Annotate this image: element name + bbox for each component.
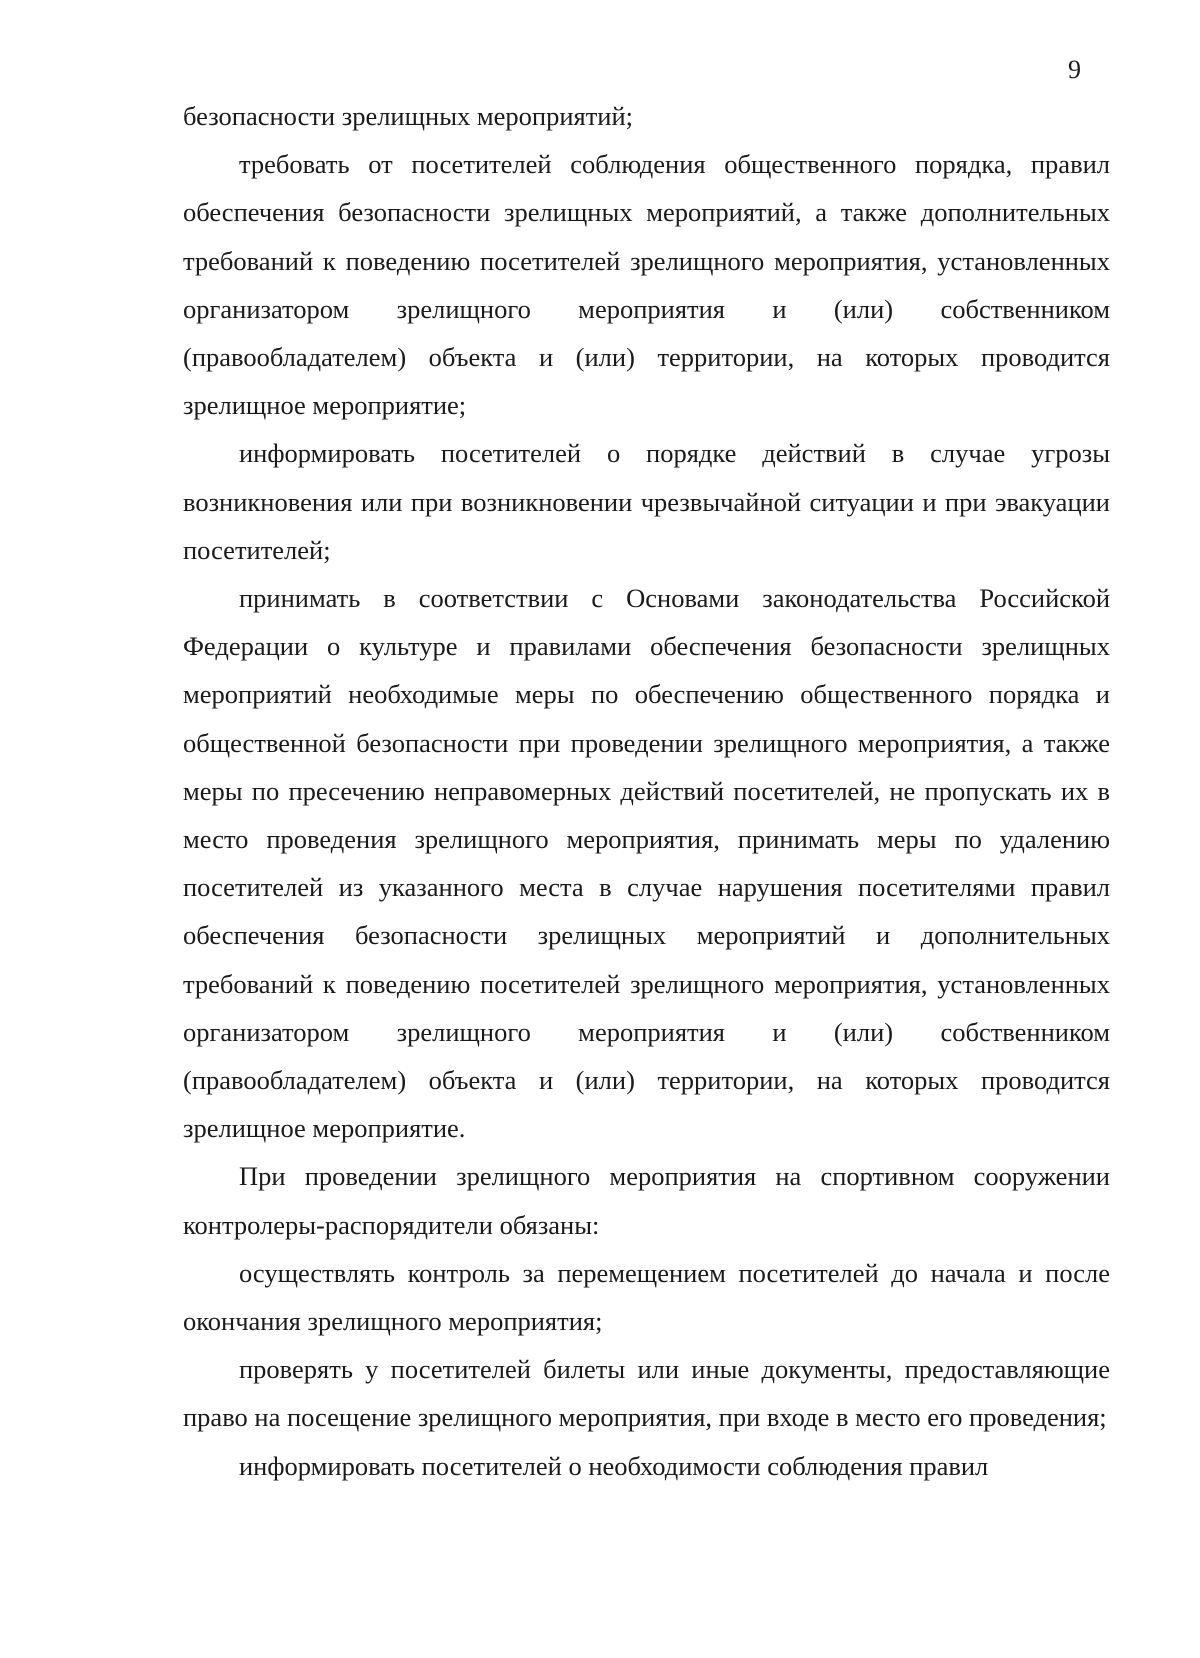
paragraph: При проведении зрелищного мероприятия на спортивном сооружении контролеры-распорядители обязаны: [183, 1161, 1110, 1240]
paragraph: осуществлять контроль за перемещением посетителей до начала и после окончания зрелищного мероприятия; [183, 1257, 1110, 1337]
paragraph: информировать посетителей о необходимости соблюдения правил [239, 1450, 989, 1481]
paragraph: безопасности зрелищных мероприятий; [183, 101, 634, 131]
paragraph: проверять у посетителей билеты или иные документы, предоставляющие право на посещение зрелищного мероприятия, при входе в место его проведения; [183, 1354, 1110, 1433]
paragraph: требовать от посетителей соблюдения общественного порядка, правил обеспечения безопасности зрелищных мероприятий, а также дополнительных требований к поведению посетителей зрелищного мероприятия, установленных организатором зрелищного мероприятия и (или) собственником (правообладателем) объекта и (или) территории, на которых проводится зрелищное мероприятие; [183, 149, 1110, 421]
document-body [183, 92, 1110, 1490]
page-number: 9 [1068, 55, 1081, 84]
paragraph: информировать посетителей о порядке действий в случае угрозы возникновения или при возникновении чрезвычайной ситуации и при эвакуации посетителей; [183, 438, 1110, 565]
paragraph: принимать в соответствии с Основами законодательства Российской Федерации о культуре и правилами обеспечения безопасности зрелищных мероприятий необходимые меры по обеспечению общественного порядка и общественной безопасности при проведении зрелищного мероприятия, а также меры по пресечению неправомерных действий посетителей, не пропускать их в место проведения зрелищного мероприятия, принимать меры по удалению посетителей из указанного места в случае нарушения посетителями правил обеспечения безопасности зрелищных мероприятий и дополнительных требований к поведению посетителей зрелищного мероприятия, установленных организатором зрелищного мероприятия и (или) собственником (правообладателем) объекта и (или) территории, на которых проводится зрелищное мероприятие. [183, 583, 1110, 1144]
